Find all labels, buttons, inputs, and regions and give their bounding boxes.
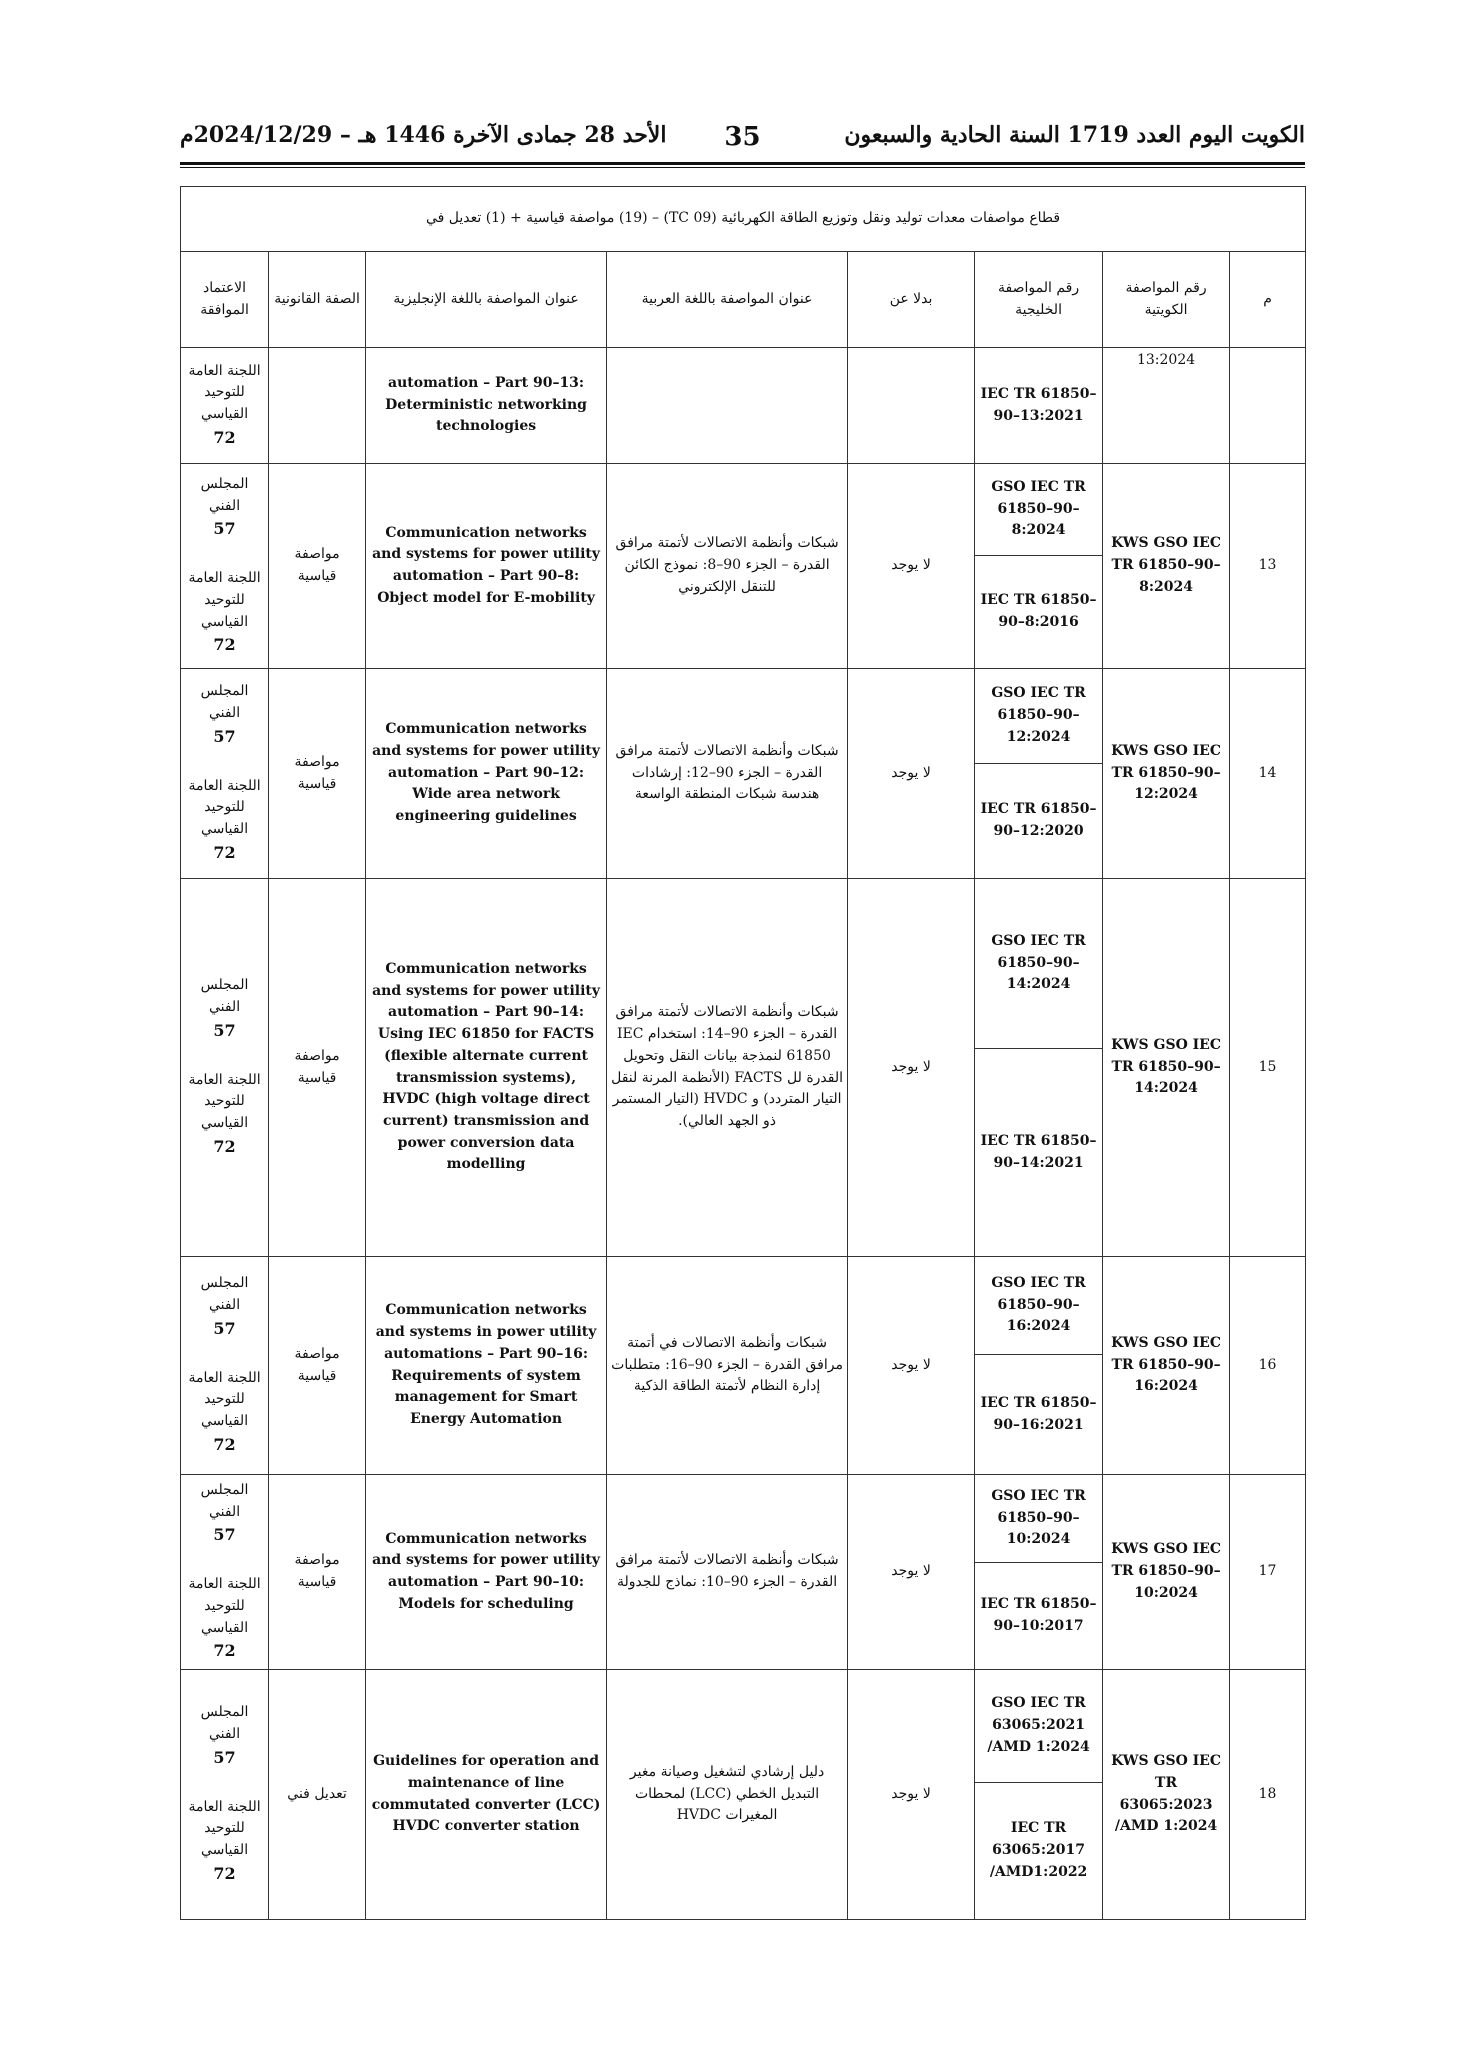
cell-kws: KWS GSO IEC TR 63065:2023 /AMD 1:2024 bbox=[1103, 1670, 1230, 1920]
header-row bbox=[181, 252, 1306, 348]
cell-m: 18 bbox=[1230, 1670, 1306, 1920]
table-row bbox=[181, 1475, 1306, 1563]
tech-council: المجلس الفني bbox=[200, 977, 249, 1016]
col-header-title-en: عنوان المواصفة باللغة الإنجليزية bbox=[366, 252, 607, 348]
cell-approval bbox=[181, 669, 269, 879]
approval-council: اللجنة العامة للتوحيد القياسي bbox=[188, 362, 261, 422]
cell-kws: KWS GSO IEC TR 61850–90–12:2024 bbox=[1103, 669, 1230, 879]
tech-council: المجلس الفني bbox=[200, 683, 249, 722]
header-rule bbox=[180, 162, 1305, 165]
cell-title-en: Communication networks and systems for power utility automation – Part 90–8: Object model for E-mobility bbox=[366, 464, 607, 669]
table-row bbox=[181, 1670, 1306, 1783]
cell-kws: 13:2024 bbox=[1103, 348, 1230, 464]
standards-table bbox=[180, 186, 1306, 1920]
cell-legal: مواصفة قياسية bbox=[269, 464, 366, 669]
cell-gso: IEC TR 61850–90–13:2021 bbox=[975, 348, 1103, 464]
general-committee-number: 72 bbox=[213, 635, 236, 655]
general-committee-number: 72 bbox=[213, 842, 236, 862]
cell-replaces: لا يوجد bbox=[848, 879, 975, 1257]
table-row bbox=[181, 669, 1306, 764]
cell-gso-old: IEC TR 61850–90–16:2021 bbox=[975, 1355, 1103, 1475]
cell-legal bbox=[269, 348, 366, 464]
cell-m: 17 bbox=[1230, 1475, 1306, 1670]
table-row bbox=[181, 879, 1306, 1049]
cell-m: 15 bbox=[1230, 879, 1306, 1257]
cell-title-en: Communication networks and systems for power utility automation – Part 90–14: Using IEC 61850 for FACTS (flexible alternate current transmission systems), HVDC (high voltage direct current) transmission and power conversion data modelling bbox=[366, 879, 607, 1257]
cell-replaces: لا يوجد bbox=[848, 669, 975, 879]
cell-m: 13 bbox=[1230, 464, 1306, 669]
table-row-continuation bbox=[181, 348, 1306, 464]
cell-legal: مواصفة قياسية bbox=[269, 1257, 366, 1475]
tech-council-number: 57 bbox=[213, 519, 236, 539]
cell-gso-new: GSO IEC TR 61850–90–8:2024 bbox=[975, 464, 1103, 556]
table-row bbox=[181, 1257, 1306, 1355]
tech-council-number: 57 bbox=[213, 1020, 236, 1040]
general-committee-number: 72 bbox=[213, 1641, 236, 1661]
cell-replaces bbox=[848, 348, 975, 464]
cell-m: 16 bbox=[1230, 1257, 1306, 1475]
cell-replaces: لا يوجد bbox=[848, 464, 975, 669]
cell-title-ar: شبكات وأنظمة الاتصالات في أتمتة مرافق القدرة – الجزء 90–16: متطلبات إدارة النظام لأتمتة الطاقة الذكية bbox=[607, 1257, 848, 1475]
col-header-title-ar: عنوان المواصفة باللغة العربية bbox=[607, 252, 848, 348]
cell-legal: مواصفة قياسية bbox=[269, 879, 366, 1257]
cell-gso-old: IEC TR 63065:2017 /AMD1:2022 bbox=[975, 1783, 1103, 1920]
cell-title-en: Communication networks and systems for power utility automation – Part 90–12: Wide area network engineering guidelines bbox=[366, 669, 607, 879]
table-title: قطاع مواصفات معدات توليد ونقل وتوزيع الطاقة الكهربائية (TC 09) – (19) مواصفة قياسية + (1) تعديل في bbox=[181, 187, 1306, 252]
cell-approval bbox=[181, 1257, 269, 1475]
general-committee: اللجنة العامة للتوحيد القياسي bbox=[188, 1798, 261, 1859]
table-row bbox=[181, 464, 1306, 556]
cell-gso-old: IEC TR 61850–90–14:2021 bbox=[975, 1049, 1103, 1257]
general-committee-number: 72 bbox=[213, 1434, 236, 1454]
tech-council: المجلس الفني bbox=[200, 1275, 249, 1314]
page-number: 35 bbox=[724, 122, 761, 152]
tech-council: المجلس الفني bbox=[200, 1481, 249, 1520]
gazette-date: الأحد 28 جمادى الآخرة 1446 هـ – 2024/12/29م bbox=[180, 122, 667, 148]
cell-gso-new: GSO IEC TR 61850–90–10:2024 bbox=[975, 1475, 1103, 1563]
cell-gso-new: GSO IEC TR 61850–90–16:2024 bbox=[975, 1257, 1103, 1355]
cell-title-ar: شبكات وأنظمة الاتصالات لأتمتة مرافق القدرة – الجزء 90–8: نموذج الكائن للتنقل الإلكتروني bbox=[607, 464, 848, 669]
general-committee: اللجنة العامة للتوحيد القياسي bbox=[188, 1576, 261, 1636]
tech-council-number: 57 bbox=[213, 726, 236, 746]
cell-replaces: لا يوجد bbox=[848, 1475, 975, 1670]
col-header-replaces: بدلا عن bbox=[848, 252, 975, 348]
cell-title-en: Guidelines for operation and maintenance of line commutated converter (LCC) HVDC converter station bbox=[366, 1670, 607, 1920]
cell-gso-new: GSO IEC TR 61850–90–12:2024 bbox=[975, 669, 1103, 764]
cell-gso-old: IEC TR 61850–90–12:2020 bbox=[975, 764, 1103, 879]
cell-kws: KWS GSO IEC TR 61850–90–10:2024 bbox=[1103, 1475, 1230, 1670]
header-rule-thin bbox=[180, 167, 1305, 168]
cell-gso-new: GSO IEC TR 63065:2021 /AMD 1:2024 bbox=[975, 1670, 1103, 1783]
cell-approval bbox=[181, 464, 269, 669]
cell-title-ar: شبكات وأنظمة الاتصالات لأتمتة مرافق القدرة – الجزء 90–14: استخدام IEC 61850 لنمذجة بيانات النقل وتحويل القدرة لل FACTS (الأنظمة المرنة لنقل التيار المتردد) و HVDC (التيار المستمر ذو الجهد العالي). bbox=[607, 879, 848, 1257]
cell-title-ar bbox=[607, 348, 848, 464]
col-header-legal: الصفة القانونية bbox=[269, 252, 366, 348]
general-committee: اللجنة العامة للتوحيد القياسي bbox=[188, 777, 261, 838]
tech-council: المجلس الفني bbox=[200, 1704, 249, 1743]
cell-gso-old: IEC TR 61850–90–8:2016 bbox=[975, 556, 1103, 669]
cell-legal: مواصفة قياسية bbox=[269, 669, 366, 879]
tech-council-number: 57 bbox=[213, 1318, 236, 1338]
col-header-gso: رقم المواصفة الخليجية bbox=[975, 252, 1103, 348]
col-header-kws: رقم المواصفة الكويتية bbox=[1103, 252, 1230, 348]
tech-council: المجلس الفني bbox=[200, 475, 249, 514]
general-committee-number: 72 bbox=[213, 1136, 236, 1156]
cell-replaces: لا يوجد bbox=[848, 1670, 975, 1920]
cell-kws: KWS GSO IEC TR 61850–90–8:2024 bbox=[1103, 464, 1230, 669]
cell-approval bbox=[181, 348, 269, 464]
general-committee: اللجنة العامة للتوحيد القياسي bbox=[188, 1369, 261, 1430]
col-header-approval: الاعتماد الموافقة bbox=[181, 252, 269, 348]
general-committee-number: 72 bbox=[213, 1863, 236, 1883]
cell-m: 14 bbox=[1230, 669, 1306, 879]
gazette-issue: الكويت اليوم العدد 1719 السنة الحادية والسبعون bbox=[844, 122, 1305, 148]
cell-title-en: Communication networks and systems for power utility automation – Part 90–10: Models for scheduling bbox=[366, 1475, 607, 1670]
col-header-m: م bbox=[1230, 252, 1306, 348]
cell-title-en: Communication networks and systems in power utility automations – Part 90–16: Requirements of system management for Smart Energy Automation bbox=[366, 1257, 607, 1475]
cell-legal: تعديل فني bbox=[269, 1670, 366, 1920]
cell-m bbox=[1230, 348, 1306, 464]
cell-approval bbox=[181, 879, 269, 1257]
cell-approval bbox=[181, 1475, 269, 1670]
cell-title-ar: شبكات وأنظمة الاتصالات لأتمتة مرافق القدرة – الجزء 90–12: إرشادات هندسة شبكات المنطقة الواسعة bbox=[607, 669, 848, 879]
cell-title-ar: شبكات وأنظمة الاتصالات لأتمتة مرافق القدرة – الجزء 90–10: نماذج للجدولة bbox=[607, 1475, 848, 1670]
cell-replaces: لا يوجد bbox=[848, 1257, 975, 1475]
cell-kws: KWS GSO IEC TR 61850–90–16:2024 bbox=[1103, 1257, 1230, 1475]
cell-gso-new: GSO IEC TR 61850–90–14:2024 bbox=[975, 879, 1103, 1049]
cell-gso-old: IEC TR 61850–90–10:2017 bbox=[975, 1563, 1103, 1670]
cell-title-ar: دليل إرشادي لتشغيل وصيانة مغير التبديل الخطي (LCC) لمحطات المغيرات HVDC bbox=[607, 1670, 848, 1920]
cell-kws: KWS GSO IEC TR 61850–90–14:2024 bbox=[1103, 879, 1230, 1257]
tech-council-number: 57 bbox=[213, 1525, 236, 1545]
cell-approval bbox=[181, 1670, 269, 1920]
approval-number: 72 bbox=[213, 427, 236, 447]
general-committee: اللجنة العامة للتوحيد القياسي bbox=[188, 570, 261, 630]
cell-title-en: automation – Part 90–13: Deterministic networking technologies bbox=[366, 348, 607, 464]
page-header bbox=[180, 122, 1305, 158]
tech-council-number: 57 bbox=[213, 1747, 236, 1767]
cell-legal: مواصفة قياسية bbox=[269, 1475, 366, 1670]
general-committee: اللجنة العامة للتوحيد القياسي bbox=[188, 1071, 261, 1132]
